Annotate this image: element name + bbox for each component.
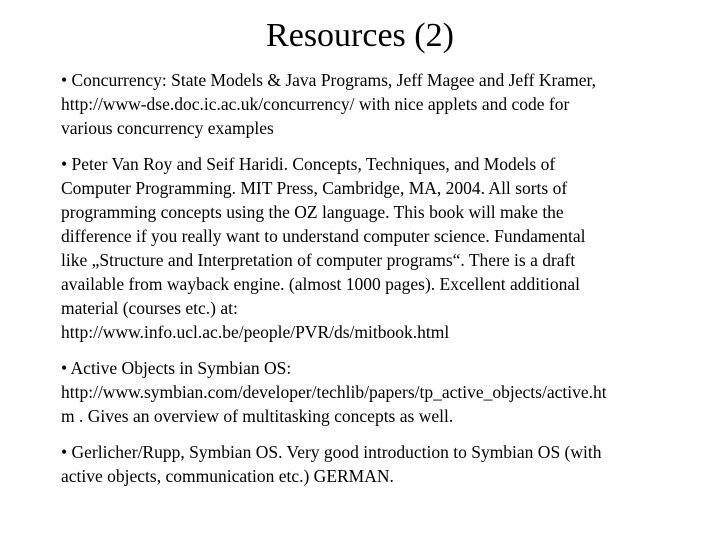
resource-item-active-objects: • Active Objects in Symbian OS: http://www.symbian.com/developer/techlib/papers/tp_active_objects/active.ht m . Gives an overview of multitasking concepts as well.: [61, 358, 607, 426]
resource-list: [61, 68, 691, 500]
slide-title: Resources (2): [266, 17, 454, 54]
resource-item-concurrency: • Concurrency: State Models & Java Programs, Jeff Magee and Jeff Kramer, http://www-dse.doc.ic.ac.uk/concurrency/ with nice applets and code for various concurrency examples: [61, 70, 596, 138]
resource-item-gerlicher-rupp: • Gerlicher/Rupp, Symbian OS. Very good introduction to Symbian OS (with active objects, communication etc.) GERMAN.: [61, 442, 602, 486]
resource-item-van-roy-haridi: • Peter Van Roy and Seif Haridi. Concepts, Techniques, and Models of Computer Programming. MIT Press, Cambridge, MA, 2004. All sorts of programming concepts using the OZ language. This book will make the difference if you really want to understand computer science. Fundamental like „Structure and Interpretation of computer programs“. There is a draft available from wayback engine. (almost 1000 pages). Excellent additional material (courses etc.) at: http://www.info.ucl.ac.be/people/PVR/ds/mitbook.html: [61, 154, 586, 342]
